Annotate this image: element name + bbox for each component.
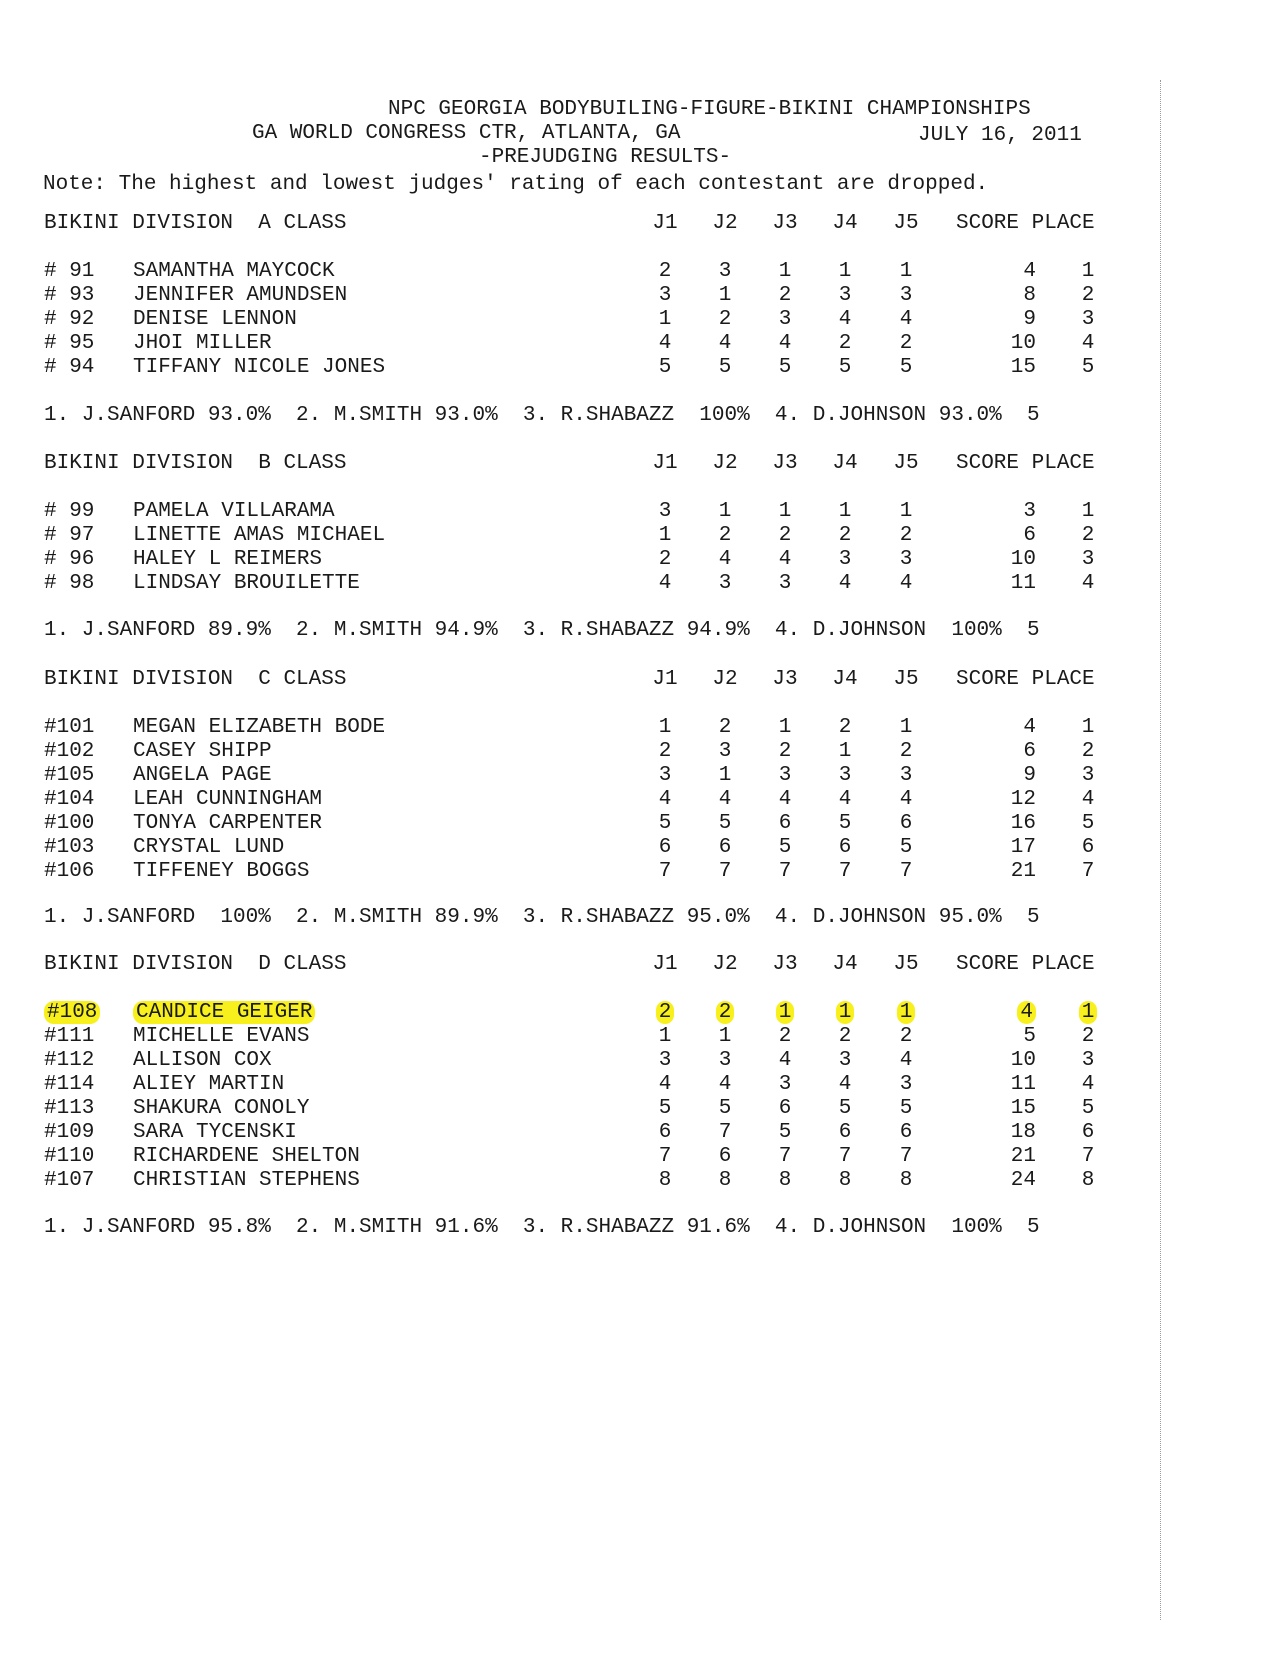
judge-rating: 4 <box>778 1049 792 1072</box>
results-subtitle: -PREJUDGING RESULTS- <box>479 146 732 169</box>
judge-rating: 2 <box>838 1025 852 1048</box>
judge-rating: 2 <box>838 716 852 739</box>
judge-rating: 8 <box>778 1169 792 1192</box>
judge-rating: 1 <box>718 1025 732 1048</box>
judge-rating: 1 <box>776 1001 795 1024</box>
score-header: SCORE <box>956 212 1020 235</box>
judge-rating: 5 <box>778 1121 792 1144</box>
contestant-name: LEAH CUNNINGHAM <box>133 788 323 811</box>
placement: 2 <box>1081 1025 1095 1048</box>
judge-rating: 2 <box>658 260 672 283</box>
contestant-row <box>0 860 1266 884</box>
contestant-row <box>0 740 1266 764</box>
contestant-number: # 96 <box>44 548 95 571</box>
contestant-number: #102 <box>44 740 95 763</box>
judge-rating: 2 <box>899 332 913 355</box>
judge-rating: 2 <box>778 524 792 547</box>
judge-column-header: J5 <box>893 452 919 475</box>
judge-rating: 2 <box>658 740 672 763</box>
total-score: 4 <box>1017 1001 1036 1024</box>
judge-rating: 3 <box>899 1073 913 1096</box>
judge-rating: 5 <box>778 836 792 859</box>
placement: 1 <box>1081 260 1095 283</box>
contestant-row <box>0 356 1266 380</box>
judge-rating: 4 <box>899 308 913 331</box>
total-score: 5 <box>1023 1025 1036 1048</box>
total-score: 21 <box>1010 860 1036 883</box>
judge-rating: 5 <box>658 812 672 835</box>
contestant-name: SHAKURA CONOLY <box>133 1097 310 1120</box>
judge-rating: 3 <box>778 308 792 331</box>
place-header: PLACE <box>1031 212 1095 235</box>
judge-column-header: J3 <box>772 953 798 976</box>
total-score: 11 <box>1010 1073 1036 1096</box>
judge-rating: 4 <box>718 548 732 571</box>
judge-rating: 1 <box>836 1001 855 1024</box>
contestant-name: CASEY SHIPP <box>133 740 272 763</box>
judge-rating: 2 <box>899 524 913 547</box>
contestant-name: DENISE LENNON <box>133 308 297 331</box>
total-score: 15 <box>1010 356 1036 379</box>
contestant-name: TIFFANY NICOLE JONES <box>133 356 386 379</box>
contestant-name: LINDSAY BROUILETTE <box>133 572 360 595</box>
contestant-number: #104 <box>44 788 95 811</box>
judge-rating: 2 <box>778 1025 792 1048</box>
contestant-number: #105 <box>44 764 95 787</box>
score-header: SCORE <box>956 668 1020 691</box>
contestant-name: PAMELA VILLARAMA <box>133 500 335 523</box>
contestant-number: #106 <box>44 860 95 883</box>
judge-column-header: J2 <box>712 668 738 691</box>
judge-rating: 3 <box>899 548 913 571</box>
total-score: 6 <box>1023 524 1036 547</box>
judge-rating: 4 <box>899 788 913 811</box>
contestant-row <box>0 260 1266 284</box>
judge-column-header: J1 <box>652 668 678 691</box>
total-score: 10 <box>1010 332 1036 355</box>
event-date: JULY 16, 2011 <box>918 124 1082 147</box>
contestant-name: JENNIFER AMUNDSEN <box>133 284 348 307</box>
judge-rating: 3 <box>718 572 732 595</box>
judge-column-header: J1 <box>652 212 678 235</box>
total-score: 17 <box>1010 836 1036 859</box>
judge-rating: 3 <box>778 764 792 787</box>
contestant-row <box>0 1001 1266 1025</box>
contestant-name: CHRISTIAN STEPHENS <box>133 1169 360 1192</box>
total-score: 10 <box>1010 548 1036 571</box>
judge-rating: 3 <box>658 500 672 523</box>
contestant-row <box>0 836 1266 860</box>
judge-rating: 1 <box>658 716 672 739</box>
total-score: 11 <box>1010 572 1036 595</box>
score-header: SCORE <box>956 953 1020 976</box>
contestant-number: # 95 <box>44 332 95 355</box>
total-score: 12 <box>1010 788 1036 811</box>
judge-rating: 5 <box>899 1097 913 1120</box>
judge-rating: 5 <box>718 812 732 835</box>
contestant-name: TIFFENEY BOGGS <box>133 860 310 883</box>
judge-column-header: J3 <box>772 452 798 475</box>
contestant-row <box>0 500 1266 524</box>
judges-accuracy-line: 1. J.SANFORD 89.9% 2. M.SMITH 94.9% 3. R.SHABAZZ 94.9% 4. D.JOHNSON 100% 5 <box>44 619 1040 642</box>
judge-rating: 4 <box>778 332 792 355</box>
judge-rating: 5 <box>838 356 852 379</box>
contestant-row <box>0 716 1266 740</box>
judge-rating: 7 <box>838 1145 852 1168</box>
contestant-name: ANGELA PAGE <box>133 764 272 787</box>
contestant-number: #113 <box>44 1097 95 1120</box>
placement: 1 <box>1081 716 1095 739</box>
placement: 1 <box>1079 1001 1098 1024</box>
judge-rating: 7 <box>658 860 672 883</box>
judge-rating: 4 <box>658 788 672 811</box>
judge-rating: 4 <box>658 1073 672 1096</box>
judge-column-header: J4 <box>832 452 858 475</box>
judge-rating: 6 <box>838 836 852 859</box>
contestant-row <box>0 788 1266 812</box>
judge-column-header: J5 <box>893 668 919 691</box>
judge-rating: 6 <box>718 1145 732 1168</box>
judge-rating: 4 <box>718 332 732 355</box>
contestant-row <box>0 1145 1266 1169</box>
contestant-row <box>0 1025 1266 1049</box>
total-score: 3 <box>1023 500 1036 523</box>
contestant-name: CANDICE GEIGER <box>133 1001 315 1024</box>
place-header: PLACE <box>1031 668 1095 691</box>
placement: 7 <box>1081 860 1095 883</box>
judge-rating: 4 <box>658 332 672 355</box>
judges-accuracy-line: 1. J.SANFORD 95.8% 2. M.SMITH 91.6% 3. R.SHABAZZ 91.6% 4. D.JOHNSON 100% 5 <box>44 1216 1040 1239</box>
judge-column-header: J2 <box>712 212 738 235</box>
judge-rating: 6 <box>899 1121 913 1144</box>
judge-rating: 6 <box>658 1121 672 1144</box>
contestant-name: MICHELLE EVANS <box>133 1025 310 1048</box>
placement: 3 <box>1081 308 1095 331</box>
championship-title: NPC GEORGIA BODYBUILING-FIGURE-BIKINI CHAMPIONSHIPS <box>388 98 1031 121</box>
place-header: PLACE <box>1031 452 1095 475</box>
total-score: 9 <box>1023 308 1036 331</box>
judge-column-header: J5 <box>893 953 919 976</box>
judge-rating: 2 <box>899 1025 913 1048</box>
placement: 4 <box>1081 332 1095 355</box>
contestant-name: LINETTE AMAS MICHAEL <box>133 524 386 547</box>
placement: 5 <box>1081 356 1095 379</box>
judge-rating: 1 <box>658 1025 672 1048</box>
contestant-name: CRYSTAL LUND <box>133 836 285 859</box>
contestant-name: TONYA CARPENTER <box>133 812 323 835</box>
contestant-row <box>0 1121 1266 1145</box>
contestant-row <box>0 1097 1266 1121</box>
judge-rating: 6 <box>778 1097 792 1120</box>
contestant-name: ALIEY MARTIN <box>133 1073 285 1096</box>
placement: 4 <box>1081 1073 1095 1096</box>
judge-rating: 3 <box>838 764 852 787</box>
placement: 2 <box>1081 524 1095 547</box>
score-header: SCORE <box>956 452 1020 475</box>
placement: 2 <box>1081 740 1095 763</box>
judge-rating: 3 <box>778 1073 792 1096</box>
contestant-name: SAMANTHA MAYCOCK <box>133 260 335 283</box>
contestant-row <box>0 764 1266 788</box>
judge-rating: 5 <box>778 356 792 379</box>
placement: 5 <box>1081 812 1095 835</box>
judge-column-header: J2 <box>712 452 738 475</box>
judge-rating: 1 <box>778 260 792 283</box>
placement: 6 <box>1081 1121 1095 1144</box>
judge-rating: 4 <box>718 788 732 811</box>
judge-rating: 8 <box>838 1169 852 1192</box>
total-score: 10 <box>1010 1049 1036 1072</box>
judge-rating: 3 <box>838 284 852 307</box>
score-place-header <box>956 668 1095 691</box>
contestant-number: # 98 <box>44 572 95 595</box>
judge-rating: 7 <box>838 860 852 883</box>
judge-rating: 5 <box>899 356 913 379</box>
judge-rating: 7 <box>899 860 913 883</box>
judge-rating: 3 <box>718 740 732 763</box>
contestant-name: MEGAN ELIZABETH BODE <box>133 716 386 739</box>
contestant-row <box>0 332 1266 356</box>
judge-rating: 4 <box>899 1049 913 1072</box>
judge-rating: 3 <box>718 260 732 283</box>
contestant-number: #101 <box>44 716 95 739</box>
judge-rating: 4 <box>899 572 913 595</box>
judge-rating: 4 <box>838 788 852 811</box>
judge-rating: 7 <box>899 1145 913 1168</box>
contestant-name: SARA TYCENSKI <box>133 1121 297 1144</box>
score-place-header <box>956 212 1095 235</box>
judge-rating: 1 <box>899 716 913 739</box>
judge-rating: 1 <box>778 500 792 523</box>
total-score: 16 <box>1010 812 1036 835</box>
division-title: BIKINI DIVISION D CLASS <box>44 953 347 976</box>
judge-rating: 2 <box>718 716 732 739</box>
judge-column-header: J3 <box>772 668 798 691</box>
judge-rating: 4 <box>838 308 852 331</box>
judge-rating: 3 <box>658 1049 672 1072</box>
judge-rating: 5 <box>899 836 913 859</box>
contestant-number: #109 <box>44 1121 95 1144</box>
contestant-name: JHOI MILLER <box>133 332 272 355</box>
total-score: 15 <box>1010 1097 1036 1120</box>
judge-rating: 1 <box>658 308 672 331</box>
judge-rating: 2 <box>716 1001 735 1024</box>
judge-rating: 8 <box>658 1169 672 1192</box>
venue: GA WORLD CONGRESS CTR, ATLANTA, GA <box>252 122 681 145</box>
contestant-row <box>0 1049 1266 1073</box>
contestant-name: RICHARDENE SHELTON <box>133 1145 360 1168</box>
contestant-number: # 92 <box>44 308 95 331</box>
contestant-number: #111 <box>44 1025 95 1048</box>
total-score: 21 <box>1010 1145 1036 1168</box>
judge-rating: 5 <box>658 356 672 379</box>
total-score: 4 <box>1023 716 1036 739</box>
contestant-number: #112 <box>44 1049 95 1072</box>
contestant-number: # 97 <box>44 524 95 547</box>
contestant-row <box>0 812 1266 836</box>
judge-rating: 3 <box>899 284 913 307</box>
contestant-name: ALLISON COX <box>133 1049 272 1072</box>
total-score: 8 <box>1023 284 1036 307</box>
judge-rating: 6 <box>838 1121 852 1144</box>
placement: 5 <box>1081 1097 1095 1120</box>
scoring-note: Note: The highest and lowest judges' rating of each contestant are dropped. <box>43 173 989 196</box>
judge-rating: 7 <box>718 860 732 883</box>
judge-rating: 4 <box>778 548 792 571</box>
judge-column-header: J5 <box>893 212 919 235</box>
placement: 2 <box>1081 284 1095 307</box>
judge-rating: 2 <box>778 284 792 307</box>
judge-rating: 7 <box>658 1145 672 1168</box>
contestant-row <box>0 524 1266 548</box>
placement: 3 <box>1081 548 1095 571</box>
judge-rating: 3 <box>838 548 852 571</box>
judge-column-header: J2 <box>712 953 738 976</box>
judge-rating: 1 <box>897 1001 916 1024</box>
placement: 3 <box>1081 1049 1095 1072</box>
judge-rating: 4 <box>778 788 792 811</box>
judge-rating: 5 <box>718 356 732 379</box>
place-header: PLACE <box>1031 953 1095 976</box>
judge-rating: 2 <box>658 548 672 571</box>
judge-rating: 1 <box>718 764 732 787</box>
judge-rating: 1 <box>718 500 732 523</box>
contestant-name: HALEY L REIMERS <box>133 548 323 571</box>
judge-column-header: J4 <box>832 953 858 976</box>
judge-rating: 2 <box>718 308 732 331</box>
judge-rating: 7 <box>718 1121 732 1144</box>
contestant-row <box>0 308 1266 332</box>
contestant-number: #108 <box>44 1001 100 1024</box>
judge-rating: 7 <box>778 860 792 883</box>
judge-rating: 6 <box>718 836 732 859</box>
judge-rating: 1 <box>718 284 732 307</box>
judge-rating: 5 <box>838 812 852 835</box>
judges-accuracy-line: 1. J.SANFORD 93.0% 2. M.SMITH 93.0% 3. R.SHABAZZ 100% 4. D.JOHNSON 93.0% 5 <box>44 404 1040 427</box>
judge-rating: 4 <box>658 572 672 595</box>
contestant-number: #107 <box>44 1169 95 1192</box>
judge-rating: 3 <box>718 1049 732 1072</box>
contestant-number: # 99 <box>44 500 95 523</box>
judge-rating: 6 <box>778 812 792 835</box>
judge-rating: 8 <box>718 1169 732 1192</box>
judge-rating: 5 <box>658 1097 672 1120</box>
judge-rating: 2 <box>838 524 852 547</box>
division-title: BIKINI DIVISION B CLASS <box>44 452 347 475</box>
total-score: 18 <box>1010 1121 1036 1144</box>
contestant-number: #100 <box>44 812 95 835</box>
division-title: BIKINI DIVISION A CLASS <box>44 212 347 235</box>
judge-rating: 3 <box>778 572 792 595</box>
contestant-row <box>0 284 1266 308</box>
judge-column-header: J3 <box>772 212 798 235</box>
total-score: 4 <box>1023 260 1036 283</box>
division-title: BIKINI DIVISION C CLASS <box>44 668 347 691</box>
judge-rating: 4 <box>838 1073 852 1096</box>
contestant-number: # 91 <box>44 260 95 283</box>
judge-rating: 2 <box>899 740 913 763</box>
placement: 7 <box>1081 1145 1095 1168</box>
judge-rating: 5 <box>718 1097 732 1120</box>
contestant-number: #103 <box>44 836 95 859</box>
total-score: 6 <box>1023 740 1036 763</box>
judge-rating: 5 <box>838 1097 852 1120</box>
contestant-row <box>0 1169 1266 1193</box>
judge-rating: 6 <box>658 836 672 859</box>
placement: 8 <box>1081 1169 1095 1192</box>
judge-rating: 2 <box>778 740 792 763</box>
judge-rating: 2 <box>838 332 852 355</box>
judge-rating: 2 <box>656 1001 675 1024</box>
placement: 4 <box>1081 788 1095 811</box>
judge-rating: 4 <box>838 572 852 595</box>
judge-rating: 6 <box>899 812 913 835</box>
placement: 6 <box>1081 836 1095 859</box>
judge-rating: 3 <box>838 1049 852 1072</box>
contestant-number: #114 <box>44 1073 95 1096</box>
judge-rating: 3 <box>658 284 672 307</box>
contestant-number: #110 <box>44 1145 95 1168</box>
judge-rating: 1 <box>778 716 792 739</box>
judge-column-header: J1 <box>652 953 678 976</box>
judge-rating: 1 <box>899 260 913 283</box>
placement: 1 <box>1081 500 1095 523</box>
contestant-number: # 94 <box>44 356 95 379</box>
contestant-row <box>0 572 1266 596</box>
judges-accuracy-line: 1. J.SANFORD 100% 2. M.SMITH 89.9% 3. R.SHABAZZ 95.0% 4. D.JOHNSON 95.0% 5 <box>44 906 1040 929</box>
total-score: 24 <box>1010 1169 1036 1192</box>
placement: 4 <box>1081 572 1095 595</box>
judge-column-header: J1 <box>652 452 678 475</box>
judge-rating: 8 <box>899 1169 913 1192</box>
judge-column-header: J4 <box>832 212 858 235</box>
judge-rating: 1 <box>899 500 913 523</box>
judge-rating: 4 <box>718 1073 732 1096</box>
contestant-row <box>0 1073 1266 1097</box>
judge-rating: 1 <box>838 500 852 523</box>
judge-rating: 2 <box>718 524 732 547</box>
placement: 3 <box>1081 764 1095 787</box>
contestant-number: # 93 <box>44 284 95 307</box>
judge-rating: 1 <box>838 740 852 763</box>
judge-column-header: J4 <box>832 668 858 691</box>
judge-rating: 3 <box>658 764 672 787</box>
score-place-header <box>956 953 1095 976</box>
total-score: 9 <box>1023 764 1036 787</box>
judge-rating: 7 <box>778 1145 792 1168</box>
judge-rating: 3 <box>899 764 913 787</box>
judge-rating: 1 <box>658 524 672 547</box>
judge-rating: 1 <box>838 260 852 283</box>
score-place-header <box>956 452 1095 475</box>
contestant-row <box>0 548 1266 572</box>
